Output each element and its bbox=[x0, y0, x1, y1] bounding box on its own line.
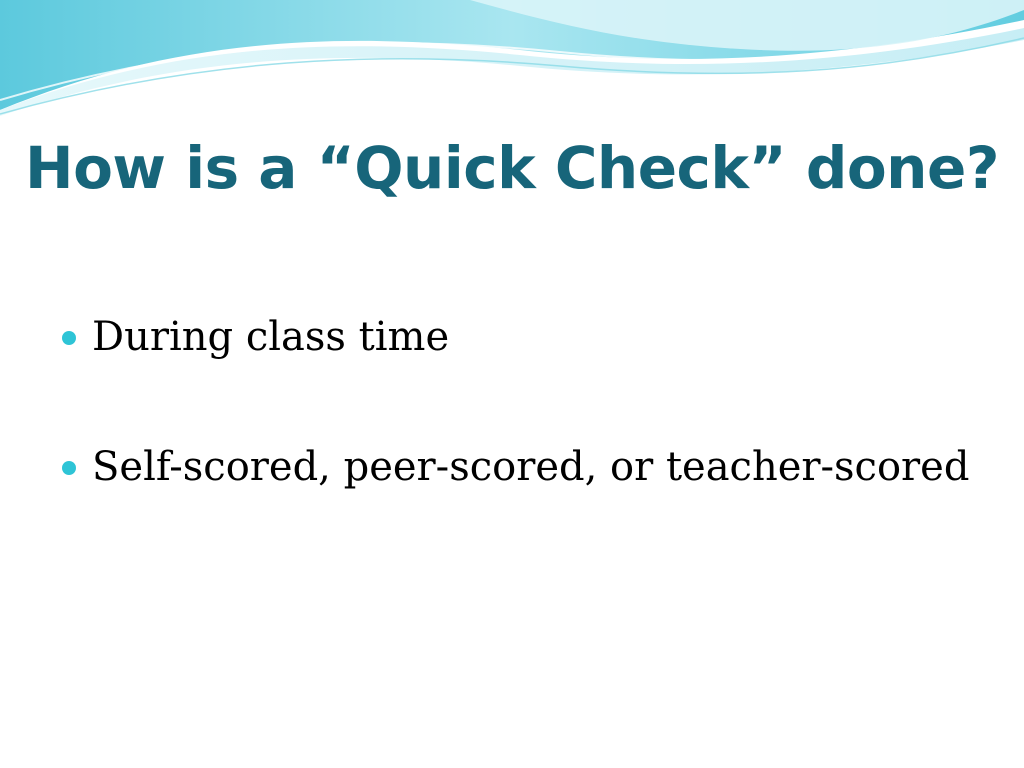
bullet-dot-icon bbox=[62, 331, 76, 345]
bullet-dot-icon bbox=[62, 461, 76, 475]
bullet-text: Self-scored, peer-scored, or teacher-scored bbox=[92, 444, 970, 490]
slide-title: How is a “Quick Check” done? bbox=[25, 134, 999, 202]
header-wave-decoration bbox=[0, 0, 1024, 130]
bullet-list bbox=[62, 305, 992, 565]
bullet-item bbox=[62, 435, 992, 565]
bullet-text: During class time bbox=[92, 314, 450, 360]
bullet-item bbox=[62, 305, 992, 435]
